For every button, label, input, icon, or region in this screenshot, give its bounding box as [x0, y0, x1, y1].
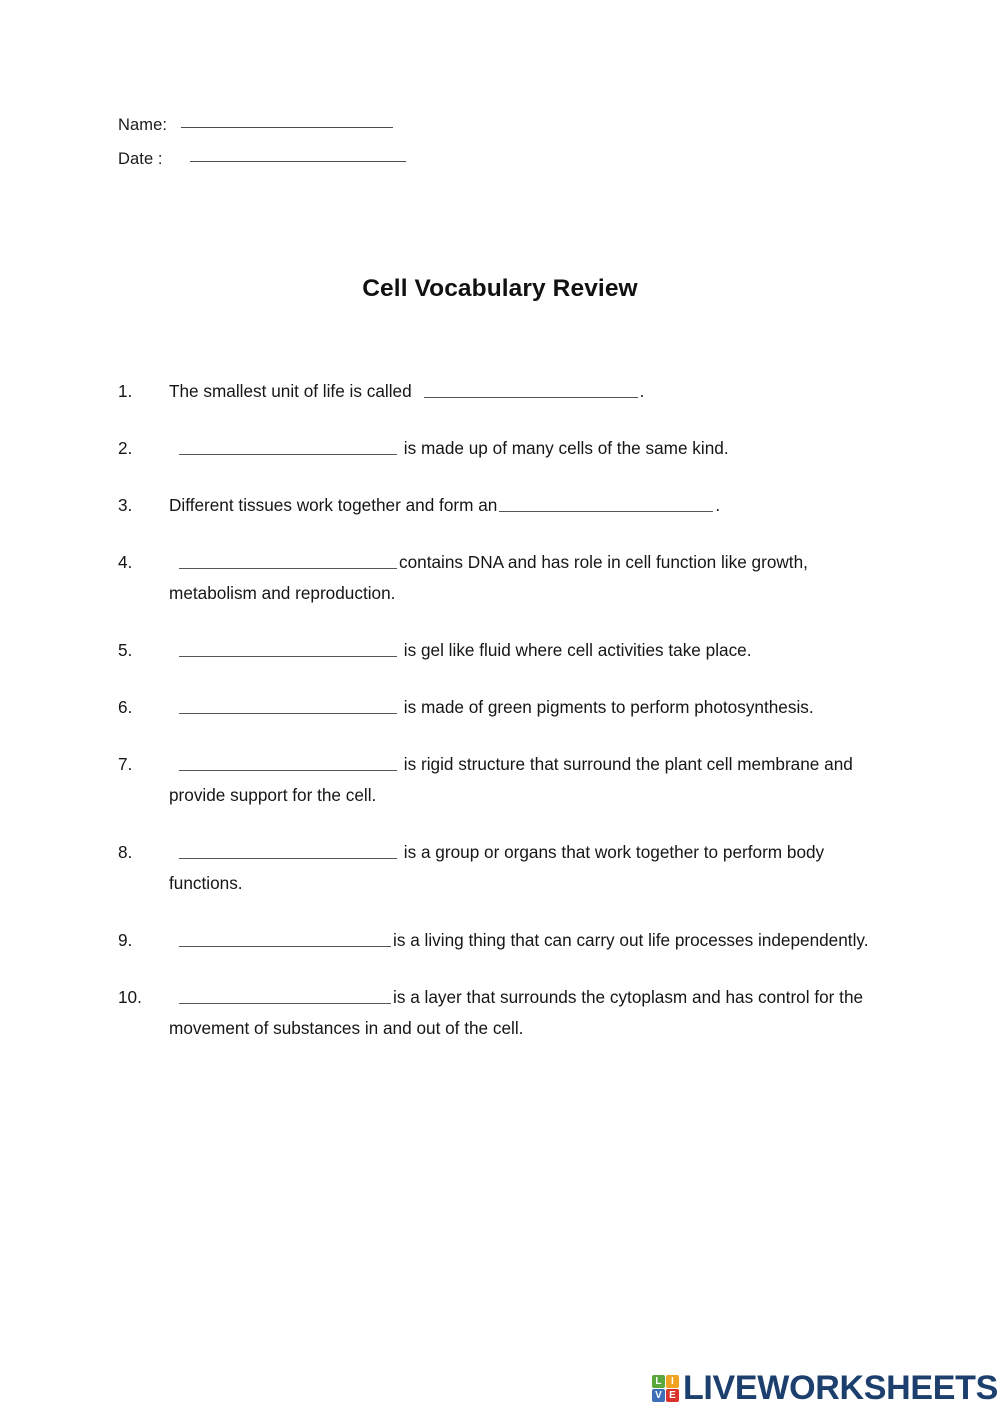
question-number: 8.: [118, 842, 133, 862]
question-text-continuation: independently.: [757, 930, 869, 950]
question-text-after: is a group or organs that work together to: [403, 842, 719, 862]
answer-blank[interactable]: [179, 842, 397, 859]
question-text-before: Different tissues work together and form an: [169, 495, 498, 515]
question-text-after: is a layer that surrounds the cytoplasm and has: [393, 987, 754, 1007]
question-text-continuation: perform body functions.: [169, 842, 825, 893]
answer-blank[interactable]: [179, 754, 397, 771]
question-text-continuation: photosynthesis.: [694, 697, 814, 717]
name-input-line[interactable]: [181, 126, 393, 128]
date-input-line[interactable]: [190, 160, 406, 162]
question-body: [169, 490, 878, 521]
question-text-continuation: control for the movement of substances in and out of the cell.: [169, 987, 864, 1038]
liveworksheets-wordmark: LIVEWORKSHEETS: [682, 1369, 998, 1407]
logo-tile-v: V: [652, 1389, 665, 1402]
question-body: [118, 982, 878, 1044]
liveworksheets-footer[interactable]: [652, 1371, 998, 1405]
question-number: 7.: [118, 754, 133, 774]
question-number: 3.: [118, 495, 133, 515]
question-body: [118, 635, 878, 666]
logo-tile-i: I: [666, 1375, 679, 1388]
question-text-after: .: [715, 495, 721, 515]
question-text-continuation: growth, metabolism and reproduction.: [169, 552, 808, 603]
question-number: 5.: [118, 640, 133, 660]
logo-tile-l: L: [652, 1375, 665, 1388]
question-item: [118, 635, 878, 666]
question-number: 6.: [118, 697, 133, 717]
question-text-before: The smallest unit of life is called: [169, 381, 412, 401]
answer-blank[interactable]: [179, 930, 391, 947]
question-text-after: is made of green pigments to perform: [403, 697, 690, 717]
question-text-after: is rigid structure that surround the plant cell: [403, 754, 733, 774]
question-number: 10.: [118, 987, 142, 1007]
date-label: Date :: [118, 150, 163, 168]
question-body: [169, 376, 878, 407]
question-item: [118, 490, 878, 521]
logo-tile-e: E: [666, 1389, 679, 1402]
answer-blank[interactable]: [179, 987, 391, 1004]
question-body: [118, 433, 878, 464]
question-item: [118, 547, 878, 609]
question-body: [118, 692, 878, 723]
answer-blank[interactable]: [424, 381, 638, 398]
question-item: [118, 692, 878, 723]
question-item: [118, 837, 878, 899]
question-body: [118, 749, 878, 811]
question-text-continuation: membrane and provide support for the cell.: [169, 754, 853, 805]
date-row: [118, 150, 538, 184]
answer-blank[interactable]: [179, 552, 397, 569]
question-body: [118, 837, 878, 899]
page-title: Cell Vocabulary Review: [362, 275, 638, 302]
question-list: [118, 376, 878, 1070]
question-text-after: .: [639, 381, 645, 401]
question-number: 4.: [118, 552, 133, 572]
question-item: [118, 433, 878, 464]
question-text-after: is made up of many cells of the same kind.: [403, 438, 729, 458]
question-number: 1.: [118, 381, 133, 401]
answer-blank[interactable]: [179, 697, 397, 714]
question-item: [118, 925, 878, 956]
liveworksheets-logo-icon: [652, 1375, 679, 1402]
question-text-after: is gel like fluid where cell activities take place.: [403, 640, 752, 660]
question-number: 9.: [118, 930, 133, 950]
question-text-after: is a living thing that can carry out life processes: [393, 930, 754, 950]
answer-blank[interactable]: [499, 495, 713, 512]
question-body: [118, 925, 878, 956]
name-label: Name:: [118, 116, 168, 134]
question-number: 2.: [118, 438, 133, 458]
question-item: [118, 376, 878, 407]
answer-blank[interactable]: [179, 438, 397, 455]
question-body: [118, 547, 878, 609]
question-text-after: contains DNA and has role in cell function like: [399, 552, 747, 572]
question-item: [118, 749, 878, 811]
student-info-block: [118, 116, 538, 184]
question-item: [118, 982, 878, 1044]
name-row: [118, 116, 538, 150]
answer-blank[interactable]: [179, 640, 397, 657]
